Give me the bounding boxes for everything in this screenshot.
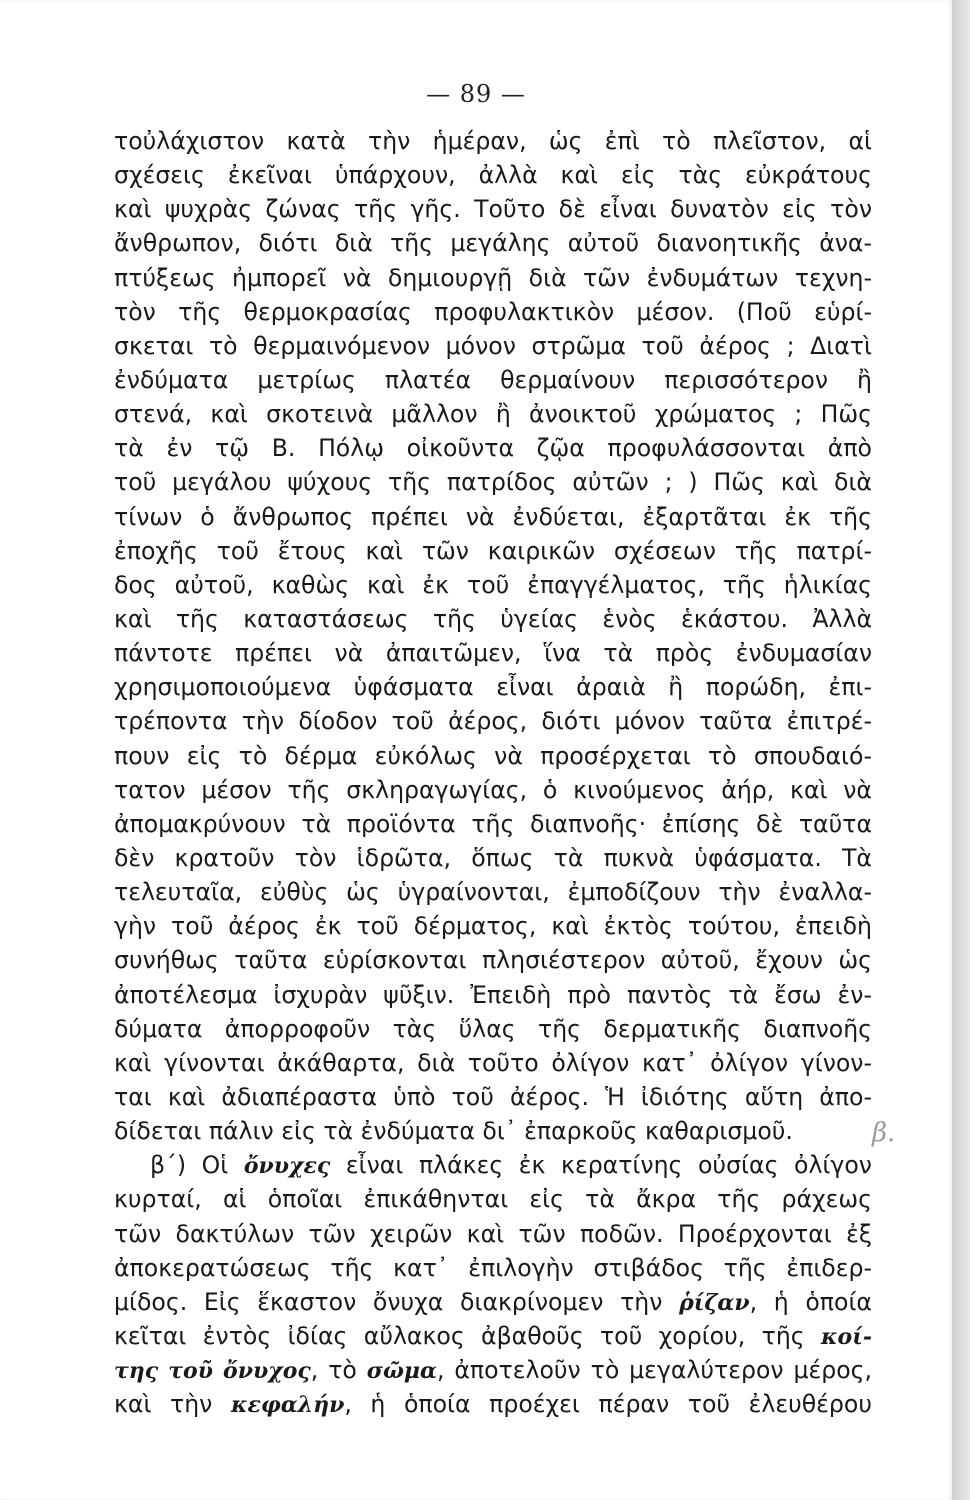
text-line <box>114 1387 872 1421</box>
text-run: χρησιμοποιούμενα ὑφάσματα εἶναι ἀραιὰ ἢ πορώδη, ἐπι- <box>114 673 872 702</box>
text-line <box>114 1285 872 1319</box>
text-line <box>114 739 872 773</box>
text-run: δίδεται πάλιν εἰς τὰ ἐνδύματα δι᾽ ἐπαρκοῦς καθαρισμοῦ. <box>114 1117 793 1146</box>
text-line <box>114 841 872 875</box>
text-line <box>114 1114 872 1148</box>
text-run: ἀποτέλεσμα ἰσχυρὰν ψῦξιν. Ἐπειδὴ πρὸ παντὸς τὰ ἔσω ἐν- <box>114 980 872 1009</box>
text-run: β΄) Οἱ <box>150 1151 244 1180</box>
text-line <box>114 397 872 431</box>
text-line <box>114 1046 872 1080</box>
text-run: γὴν τοῦ ἀέρος ἐκ τοῦ δέρματος, καὶ ἐκτὸς τούτου, ἐπειδὴ <box>114 912 872 941</box>
text-line <box>114 226 872 260</box>
text-line <box>114 192 872 226</box>
text-run: , ἡ ὁποία προέχει πέραν τοῦ ἐλευθέρου <box>344 1390 872 1419</box>
text-run: τατον μέσον τῆς σκληραγωγίας, ὁ κινούμενος ἀήρ, καὶ νὰ <box>114 775 872 804</box>
text-run: στενά, καὶ σκοτεινὰ μᾶλλον ἢ ἀνοικτοῦ χρώματος ; Πῶς <box>114 400 872 429</box>
text-line <box>114 875 872 909</box>
text-line <box>114 465 872 499</box>
text-line <box>114 670 872 704</box>
text-run: , ἡ ὁποία <box>749 1287 872 1316</box>
text-run: ἀπομακρύνουν τὰ προϊόντα τῆς διαπνοῆς· ἐπίσης δὲ ταῦτα <box>114 809 872 838</box>
text-line <box>114 1217 872 1251</box>
text-line <box>114 158 872 192</box>
text-run: τὸν τῆς θερμοκρασίας προφυλακτικὸν μέσον. (Ποῦ εὑρί- <box>114 297 872 326</box>
text-run: ἀποκερατώσεως τῆς κατ᾽ ἐπιλογὴν στιβάδος τῆς ἐπιδερ- <box>114 1253 872 1282</box>
text-run: τρέποντα τὴν δίοδον τοῦ ἀέρος, διότι μόνον ταῦτα ἐπιτρέ- <box>114 707 872 736</box>
text-line <box>114 704 872 738</box>
text-run: καὶ ψυχρὰς ζώνας τῆς γῆς. Τοῦτο δὲ εἶναι δυνατὸν εἰς τὸν <box>114 195 872 224</box>
italic-term: ῥίζαν <box>679 1289 750 1316</box>
text-line <box>114 1012 872 1046</box>
text-run: ἄνθρωπον, διότι διὰ τῆς μεγάλης αὐτοῦ διανοητικῆς ἀνα- <box>114 229 872 258</box>
text-run: συνήθως ταῦτα εὑρίσκονται πλησιέστερον αὐτοῦ, ἔχουν ὡς <box>114 946 872 975</box>
text-line <box>114 431 872 465</box>
text-line <box>114 261 872 295</box>
text-line <box>114 636 872 670</box>
text-line <box>114 602 872 636</box>
text-run: σκεται τὸ θερμαινόμενον μόνον στρῶμα τοῦ ἀέρος ; Διατὶ <box>114 331 872 360</box>
text-run: καὶ γίνονται ἀκάθαρτα, διὰ τοῦτο ὀλίγον κατ᾽ ὀλίγον γίνον- <box>114 1048 872 1077</box>
text-run: πάντοτε πρέπει νὰ ἀπαιτῶμεν, ἵνα τὰ πρὸς ἐνδυμασίαν <box>114 639 872 668</box>
text-run: τελευταῖα, εὐθὺς ὡς ὑγραίνονται, ἐμποδίζουν τὴν ἐναλλα- <box>114 878 872 907</box>
text-run: τῶν δακτύλων τῶν χειρῶν καὶ τῶν ποδῶν. Προέρχονται ἐξ <box>114 1219 872 1248</box>
text-line <box>114 124 872 158</box>
text-run: ἐνδύματα μετρίως πλατέα θερμαίνουν περισσότερον ἢ <box>114 365 872 394</box>
text-run: τοὐλάχιστον κατὰ τὴν ἡμέραν, ὡς ἐπὶ τὸ πλεῖστον, αἱ <box>114 127 872 155</box>
text-run: πτύξεως ἠμπορεῖ νὰ δημιουργῇ διὰ τῶν ἐνδυμάτων τεχνη- <box>114 263 872 292</box>
text-line <box>114 568 872 602</box>
italic-term: της τοῦ ὄνυχος <box>114 1358 311 1385</box>
text-run: τὰ ἐν τῷ Β. Πόλῳ οἰκοῦντα ζῷα προφυλάσσονται ἀπὸ <box>114 434 872 463</box>
text-run: πουν εἰς τὸ δέρμα εὐκόλως νὰ προσέρχεται τὸ σπουδαιό- <box>114 741 872 770</box>
text-line <box>114 1319 872 1353</box>
margin-annotation: β. <box>872 1118 896 1148</box>
text-line <box>114 909 872 943</box>
text-line <box>114 1251 872 1285</box>
text-run: τοῦ μεγάλου ψύχους τῆς πατρίδος αὐτῶν ; ) Πῶς καὶ διὰ <box>114 468 872 497</box>
italic-term: κοί- <box>821 1323 872 1350</box>
text-line <box>114 1148 872 1182</box>
text-run: εἶναι πλάκες ἐκ κερατίνης οὐσίας ὀλίγον <box>330 1151 872 1180</box>
text-run: κεῖται ἐντὸς ἰδίας αὔλακος ἀβαθοῦς τοῦ χορίου, τῆς <box>114 1321 822 1350</box>
text-run: , τὸ <box>310 1356 367 1385</box>
text-run: ἐποχῆς τοῦ ἔτους καὶ τῶν καιρικῶν σχέσεων τῆς πατρί- <box>114 536 872 565</box>
text-line <box>114 534 872 568</box>
text-run: τίνων ὁ ἄνθρωπος πρέπει νὰ ἐνδύεται, ἐξαρτᾶται ἐκ τῆς <box>114 502 872 531</box>
text-line <box>114 807 872 841</box>
text-line <box>114 1353 872 1387</box>
text-line <box>114 978 872 1012</box>
text-line <box>114 1080 872 1114</box>
text-run: σχέσεις ἐκεῖναι ὑπάρχουν, ἀλλὰ καὶ εἰς τὰς εὐκράτους <box>114 161 872 190</box>
text-line <box>114 500 872 534</box>
text-run: ται καὶ ἀδιαπέραστα ὑπὸ τοῦ ἀέρος. Ἡ ἰδιότης αὕτη ἀπο- <box>114 1082 872 1111</box>
italic-term: ὄνυχες <box>243 1153 331 1180</box>
italic-term: σῶμα <box>366 1358 437 1385</box>
text-line <box>114 295 872 329</box>
text-run: δὲν κρατοῦν τὸν ἱδρῶτα, ὅπως τὰ πυκνὰ ὑφάσματα. Τὰ <box>114 843 872 872</box>
text-run: μίδος. Εἰς ἕκαστον ὄνυχα διακρίνομεν τὴν <box>114 1287 680 1316</box>
body-text <box>114 124 872 1421</box>
text-run: κυρταί, αἱ ὁποῖαι ἐπικάθηνται εἰς τὰ ἄκρα τῆς ράχεως <box>114 1185 872 1214</box>
text-line <box>114 773 872 807</box>
text-line <box>114 943 872 977</box>
text-run: δύματα ἀπορροφοῦν τὰς ὕλας τῆς δερματικῆς διαπνοῆς <box>114 1014 872 1043</box>
text-run: καὶ τῆς καταστάσεως τῆς ὑγείας ἑνὸς ἑκάστου. Ἀλλὰ <box>114 604 872 633</box>
text-run: καὶ τὴν <box>114 1390 231 1419</box>
text-run: , ἀποτελοῦν τὸ μεγαλύτερον μέρος, <box>436 1356 873 1385</box>
text-line <box>114 329 872 363</box>
text-line <box>114 363 872 397</box>
text-line <box>114 1182 872 1216</box>
page-number: — 89 — <box>426 80 526 108</box>
italic-term: κεφαλήν <box>230 1392 345 1419</box>
text-run: δος αὐτοῦ, καθὼς καὶ ἐκ τοῦ ἐπαγγέλματος, τῆς ἡλικίας <box>114 570 872 599</box>
page-edge <box>952 0 970 1500</box>
